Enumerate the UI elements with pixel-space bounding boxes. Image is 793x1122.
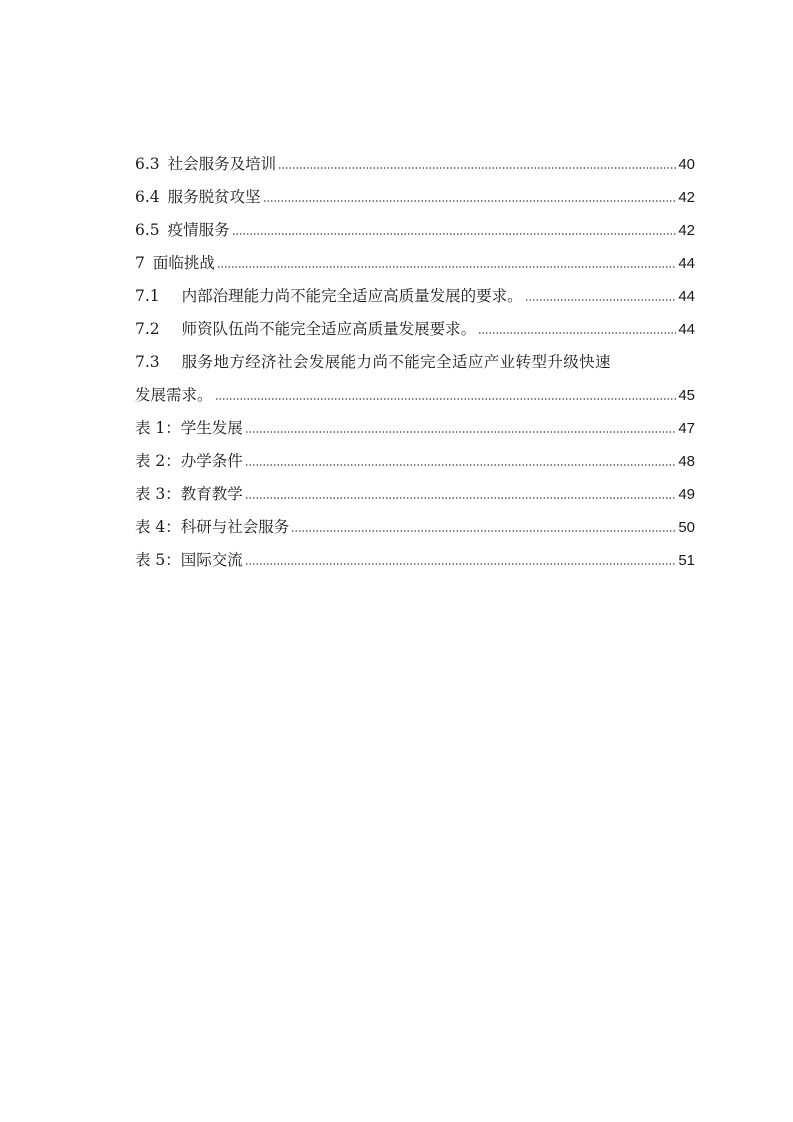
toc-entry-table-5[interactable] [135,544,695,577]
toc-entry-page: 44 [678,255,695,272]
dot-leader [478,332,676,334]
dot-leader [245,563,677,565]
toc-entry-page: 47 [678,420,695,437]
toc-entry-title: 疫情服务 [167,221,230,239]
dot-leader [245,464,677,466]
toc-entry-number: 7.1 [135,287,160,305]
toc-entry-number: 表 4： [135,518,181,536]
toc-entry-7-3[interactable] [135,346,695,379]
toc-entry-title: 国际交流 [180,551,243,569]
toc-entry-page: 45 [678,387,695,404]
toc-entry-number: 7 [135,254,145,272]
toc-entry-page: 42 [678,222,695,239]
dot-leader [525,299,677,301]
toc-entry-7-1[interactable] [135,280,695,313]
toc-entry-title-line2: 发展需求。 [135,386,213,404]
toc-entry-number: 6.3 [135,155,160,173]
toc-entry-6-5[interactable] [135,214,695,247]
toc-entry-number: 6.4 [135,188,160,206]
toc-entry-page: 50 [678,519,695,536]
toc-entry-title: 内部治理能力尚不能完全适应高质量发展的要求。 [181,287,523,305]
dot-leader [217,266,676,268]
toc-entry-table-3[interactable] [135,478,695,511]
toc-entry-page: 44 [678,288,695,305]
toc-entry-title: 社会服务及培训 [167,155,277,173]
toc-entry-number: 表 5： [135,551,181,569]
dot-leader [278,167,676,169]
toc-entry-page: 48 [678,453,695,470]
toc-entry-number: 7.3 [135,353,160,371]
dot-leader [232,233,677,235]
toc-entry-number: 表 2： [135,452,181,470]
dot-leader [263,200,677,202]
toc-entry-page: 42 [678,189,695,206]
toc-entry-title: 师资队伍尚不能完全适应高质量发展要求。 [181,320,477,338]
toc-entry-title: 面临挑战 [152,254,215,272]
dot-leader [245,497,677,499]
toc-entry-6-4[interactable] [135,181,695,214]
toc-entry-number: 表 1： [135,419,181,437]
toc-entry-page: 49 [678,486,695,503]
toc-entry-7-2[interactable] [135,313,695,346]
toc-entry-page: 44 [678,321,695,338]
table-of-contents [135,148,695,577]
toc-entry-title: 教育教学 [180,485,243,503]
toc-entry-title: 学生发展 [180,419,243,437]
toc-entry-table-2[interactable] [135,445,695,478]
toc-entry-title-line1: 服务地方经济社会发展能力尚不能完全适应产业转型升级快速 [181,353,611,371]
toc-entry-title: 科研与社会服务 [180,518,290,536]
dot-leader [215,398,677,400]
toc-entry-title: 办学条件 [180,452,243,470]
toc-entry-7[interactable] [135,247,695,280]
toc-entry-table-1[interactable] [135,412,695,445]
dot-leader [245,431,677,433]
toc-entry-page: 51 [678,552,695,569]
toc-entry-6-3[interactable] [135,148,695,181]
toc-entry-table-4[interactable] [135,511,695,544]
toc-entry-7-3-continued[interactable] [135,379,695,412]
toc-entry-number: 表 3： [135,485,181,503]
toc-entry-page: 40 [678,156,695,173]
toc-entry-number: 6.5 [135,221,160,239]
toc-entry-title: 服务脱贫攻坚 [167,188,261,206]
toc-entry-number: 7.2 [135,320,160,338]
dot-leader [291,530,676,532]
